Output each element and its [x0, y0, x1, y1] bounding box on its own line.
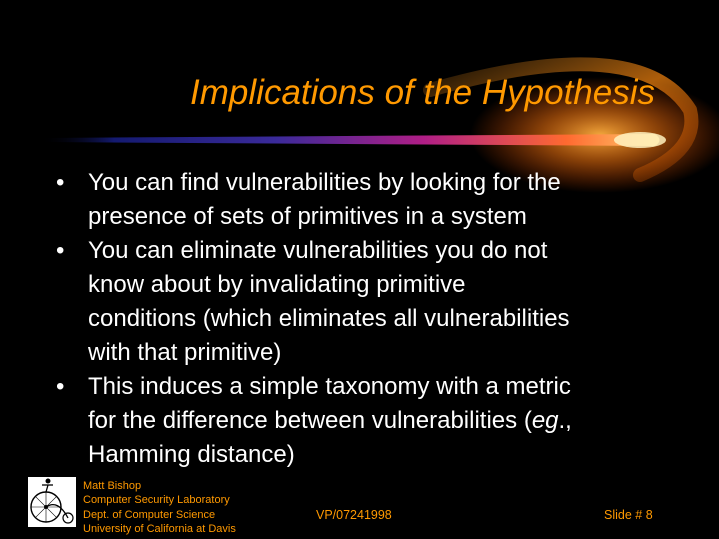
bullet-line: with that primitive)	[88, 339, 282, 366]
bullet-line-text: for the difference between vulnerabilities (	[88, 407, 532, 434]
italic-abbreviation: eg	[531, 407, 559, 434]
bullet-line: You can find vulnerabilities by looking for the	[88, 169, 561, 196]
bullet-item	[56, 166, 676, 234]
bullet-line: presence of sets of primitives in a system	[88, 203, 527, 230]
bullet-line-tail: .,	[558, 407, 572, 434]
footer-slide-number: Slide # 8	[604, 508, 653, 522]
footer-author-line: Dept. of Computer Science	[83, 508, 216, 521]
bullet-line: know about by invalidating primitive	[88, 271, 466, 298]
bullet-item	[56, 234, 676, 370]
footer-version-code: VP/07241998	[316, 508, 392, 522]
bullet-marker: •	[56, 373, 65, 400]
slide-title: Implications of the Hypothesis	[190, 73, 655, 112]
bullet-line: This induces a simple taxonomy with a metric	[88, 373, 571, 400]
bullet-line: You can eliminate vulnerabilities you do not	[88, 237, 548, 264]
bullet-marker: •	[56, 237, 65, 264]
footer-author	[83, 479, 236, 537]
footer-author-line: University of California at Davis	[83, 523, 236, 536]
bullet-list	[56, 166, 676, 472]
penny-farthing-bicycle-logo	[28, 477, 76, 527]
bullet-marker: •	[56, 169, 65, 196]
bullet-item	[56, 370, 676, 472]
bullet-line-with-italic	[88, 404, 676, 438]
bullet-line: conditions (which eliminates all vulnerabilities	[88, 305, 570, 332]
bullet-line: Hamming distance)	[88, 441, 295, 468]
footer-author-line: Matt Bishop	[83, 480, 142, 492]
footer-author-line: Computer Security Laboratory	[83, 494, 230, 507]
